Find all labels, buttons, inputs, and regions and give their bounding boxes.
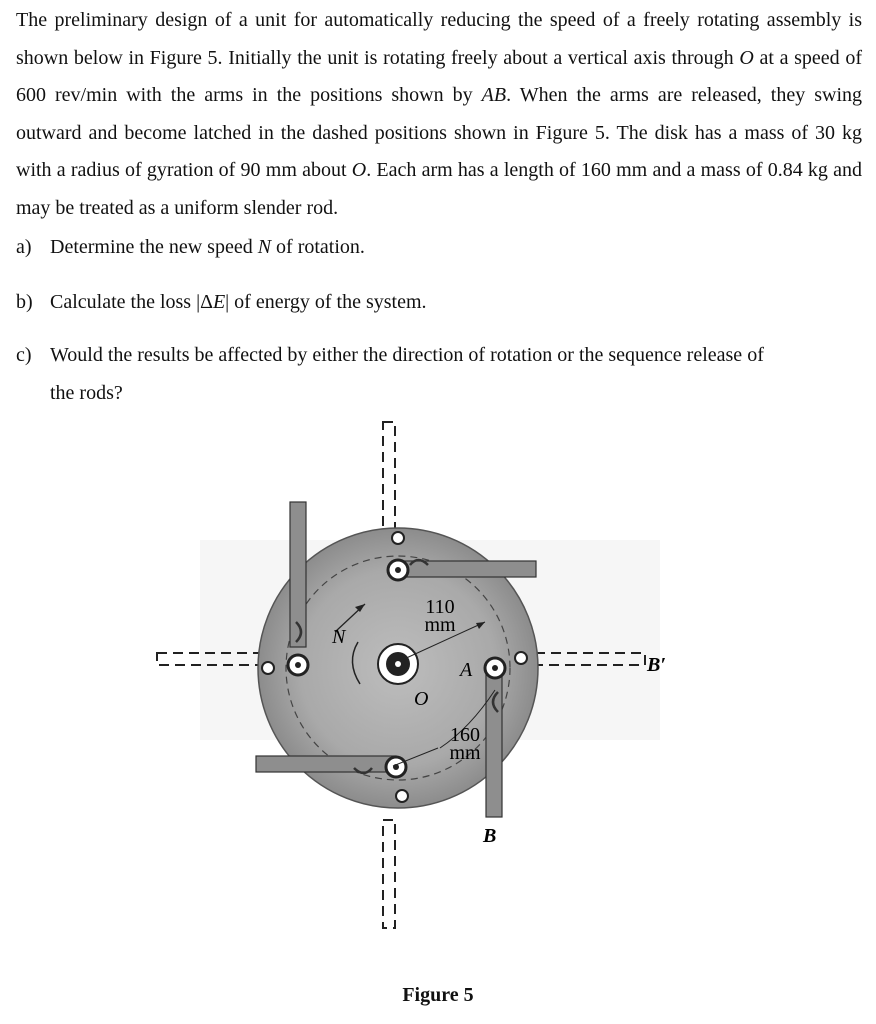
question-a: a) Determine the new speed N of rotation. xyxy=(16,236,365,258)
label-B: B xyxy=(483,825,497,847)
dashed-arm-top xyxy=(383,422,395,534)
label-A: A xyxy=(460,659,473,681)
arm-bottom xyxy=(256,756,396,772)
figure-5-diagram xyxy=(140,410,700,980)
dim-160-value: 160 xyxy=(450,724,480,746)
pin-bottom xyxy=(396,790,408,802)
pin-top xyxy=(392,532,404,544)
dim-160-unit: mm xyxy=(449,742,481,764)
question-c: c) Would the results be affected by either the direction of rotation or the sequence release of the rods? xyxy=(16,344,764,404)
pivot-A xyxy=(485,658,505,678)
pivot-top xyxy=(388,560,408,580)
arm-top xyxy=(396,561,536,577)
dashed-arm-bottom xyxy=(383,820,395,928)
arm-right xyxy=(486,672,502,817)
pin-left xyxy=(262,662,274,674)
pivot-bottom xyxy=(386,757,406,777)
label-N: N xyxy=(332,626,346,648)
problem-statement: The preliminary design of a unit for automatically reducing the speed of a freely rotating assembly is shown below in Figure 5. Initially the unit is rotating freely about a vertical axis through O at a speed of 600 rev/min with the arms in the positions shown by AB. When the arms are released, they swing outward and become latched in the dashed positions shown in Figure 5. The disk has a mass of 30 kg with a radius of gyration of 90 mm about O. Each arm has a length of 160 mm and a mass of 0.84 kg and may be treated as a uniform slender rod. xyxy=(16,9,863,219)
pivot-left xyxy=(288,655,308,675)
figure-caption: Figure 5 xyxy=(402,984,474,1006)
label-B-prime: B′ xyxy=(647,654,666,676)
dim-110-unit: mm xyxy=(424,614,456,636)
hub-O xyxy=(378,644,418,684)
dim-110-value: 110 xyxy=(425,596,455,618)
question-b: b) Calculate the loss |ΔE| of energy of the system. xyxy=(16,291,427,313)
pin-right xyxy=(515,652,527,664)
label-O: O xyxy=(414,688,429,710)
